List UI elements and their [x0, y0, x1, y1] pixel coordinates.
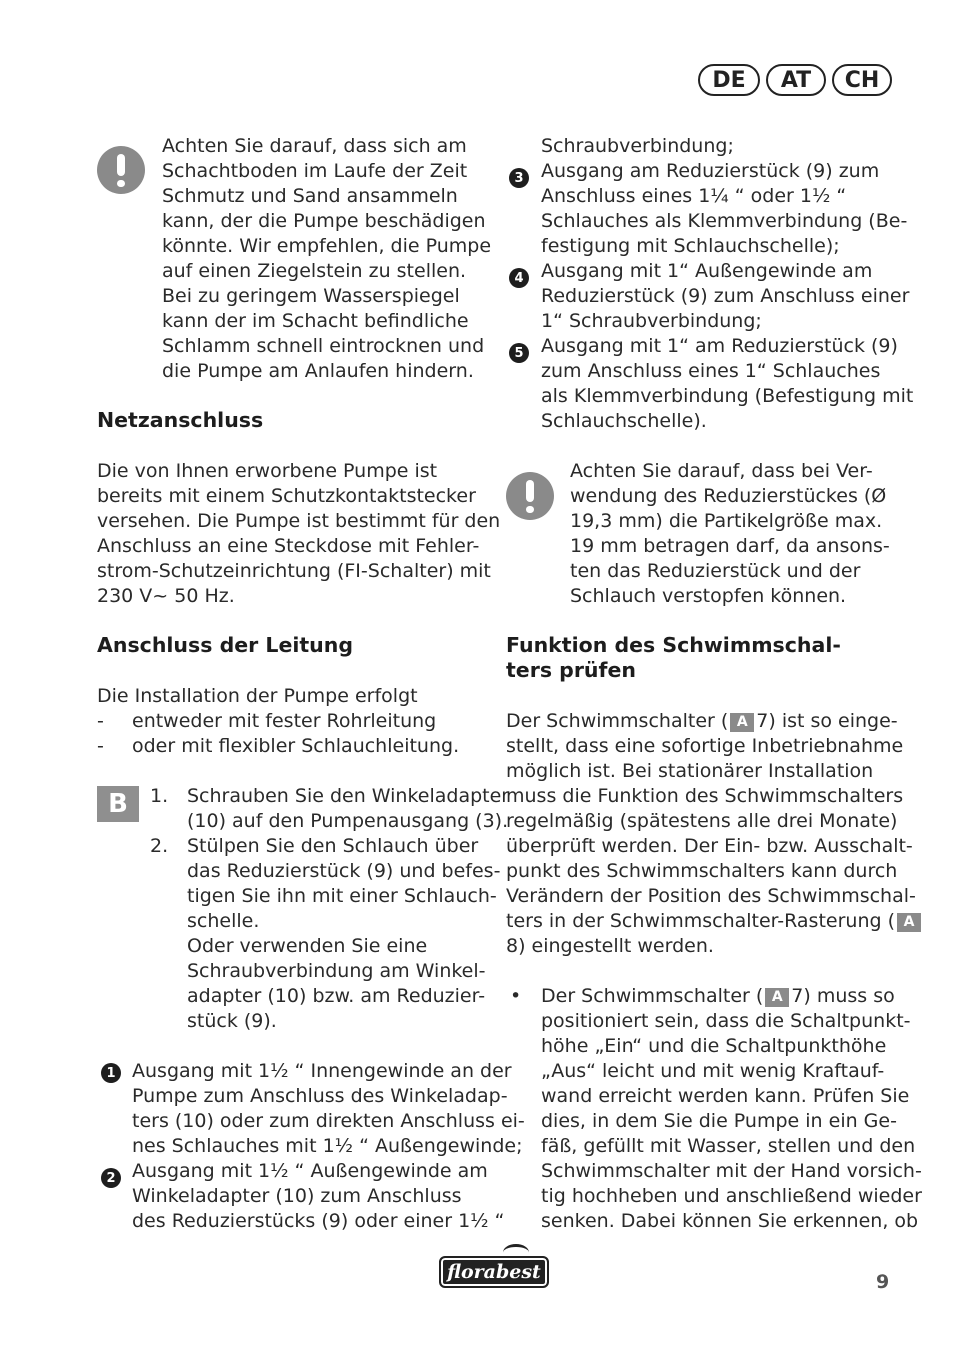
install-item-rigid: entweder mit fester Rohrleitung [132, 710, 437, 732]
heading-anschluss-leitung: Anschluss der Leitung [97, 633, 354, 657]
bullet-mark: • [510, 985, 522, 1007]
output-number-5: 5 [509, 343, 529, 363]
figure-ref-a-tag: A [765, 988, 789, 1007]
output-2-description: Ausgang mit 1½ “ Außengewinde am Winkeladapter (10) zum Anschluss des Reduzierstücks (9) oder einer 1½ “ [132, 1160, 505, 1232]
output-number-3: 3 [509, 168, 529, 188]
step-1: Schrauben Sie den Winkeladapter (10) auf den Pumpenausgang (3). [187, 785, 510, 832]
page-number: 9 [876, 1271, 890, 1293]
warning-note-reducer: Achten Sie darauf, dass bei Ver- wendung des Reduzierstückes (Ø 19,3 mm) die Partikelgröße max. 19 mm betragen darf, da ansons- ten das Reduzierstück und der Schlauch verstopfen können. [570, 460, 890, 607]
output-5-description: Ausgang mit 1“ am Reduzierstück (9) zum Anschluss eines 1“ Schlauches als Klemmverbindung (Befestigung mit Schlauchschelle). [541, 335, 914, 432]
step-number: 1. [150, 785, 169, 807]
step-number: 2. [150, 835, 169, 857]
country-badges [698, 64, 892, 96]
florabest-logo: florabest [439, 1256, 549, 1288]
country-badge-de: DE [698, 64, 760, 96]
output-number-1: 1 [101, 1063, 121, 1083]
output-number-2: 2 [101, 1168, 121, 1188]
output-number-4: 4 [509, 268, 529, 288]
step-2: Stülpen Sie den Schlauch über das Reduzierstück (9) und befes- tigen Sie ihn mit einer Schlauch- schelle. Oder verwenden Sie eine Schraubverbindung am Winkel- adapter (10) bzw. am Reduzier- stück (9). [187, 835, 501, 1032]
paragraph-float-switch: Der Schwimmschalter ( A 7) ist so einge- stellt, dass eine sofortige Inbetriebnahme möglich ist. Bei stationärer Installation muss die Funktion des Schwimmschalters regelmäßig (spätestens alle drei Monate) überprüft werden. Der Ein- bzw. Ausschalt- punkt des Schwimmschalters kann durch Verändern der Position des Schwimmschal- ters in der Schwimmschalter-Rasterung ( A 8) eingestellt werden. [506, 709, 923, 959]
install-item-flexible: oder mit flexibler Schlauchleitung. [132, 735, 460, 757]
bullet-float-switch-position: Der Schwimmschalter ( A 7) muss so positioniert sein, dass die Schaltpunkt- höhe „Ein“ und die Schaltpunkthöhe „Aus“ leicht und mit wenig Kraftauf- wand erreicht werden kann. Prüfen Sie dies, in dem Sie die Pumpe in ein Ge- fäß, gefüllt mit Wasser, stellen und den Schwimmschalter mit der Hand vorsich- tig hochheben und anschließend wieder senken. Dabei können Sie erkennen, ob [541, 985, 922, 1232]
warning-note-sump: Achten Sie darauf, dass sich am Schachtboden im Laufe der Zeit Schmutz und Sand ansammeln kann, der die Pumpe beschädigen könnte. Wir empfehlen, die Pumpe auf einen Ziegelstein zu stellen. Bei zu geringem Wasserspiegel kann der im Schacht befindliche Schlamm schnell eintrocknen und die Pumpe am Anlaufen hindern. [162, 135, 492, 382]
country-badge-at: AT [766, 64, 826, 96]
install-dash: - [97, 735, 104, 757]
install-dash: - [97, 710, 104, 732]
figure-ref-a-tag: A [897, 913, 921, 932]
figure-ref-a-tag: A [730, 713, 754, 732]
output-4-description: Ausgang mit 1“ Außengewinde am Reduzierstück (9) zum Anschluss einer 1“ Schraubverbindung; [541, 260, 910, 332]
output-3-description: Ausgang am Reduzierstück (9) zum Anschluss eines 1¼ “ oder 1½ “ Schlauches als Klemmverbindung (Be- festigung mit Schlauchschelle); [541, 160, 908, 257]
figure-label-b: B [97, 786, 139, 822]
warning-icon [97, 146, 145, 194]
country-badge-ch: CH [832, 64, 892, 96]
output-2-continuation: Schraubverbindung; [541, 135, 734, 157]
paragraph-netzanschluss: Die von Ihnen erworbene Pumpe ist bereits mit einem Schutzkontaktstecker versehen. Die Pumpe ist bestimmt für den Anschluss an eine Steckdose mit Fehler- strom-Schutzeinrichtung (FI-Schalter) mit 230 V~ 50 Hz. [97, 460, 501, 607]
install-intro: Die Installation der Pumpe erfolgt [97, 685, 418, 707]
warning-icon [506, 472, 554, 520]
heading-float-switch-check: Funktion des Schwimmschal- ters prüfen [506, 633, 841, 682]
output-1-description: Ausgang mit 1½ “ Innengewinde an der Pumpe zum Anschluss des Winkeladap- ters (10) oder zum direkten Anschluss ei- nes Schlauches mit 1½ “ Außengewinde; [132, 1060, 525, 1157]
heading-netzanschluss: Netzanschluss [97, 408, 264, 432]
